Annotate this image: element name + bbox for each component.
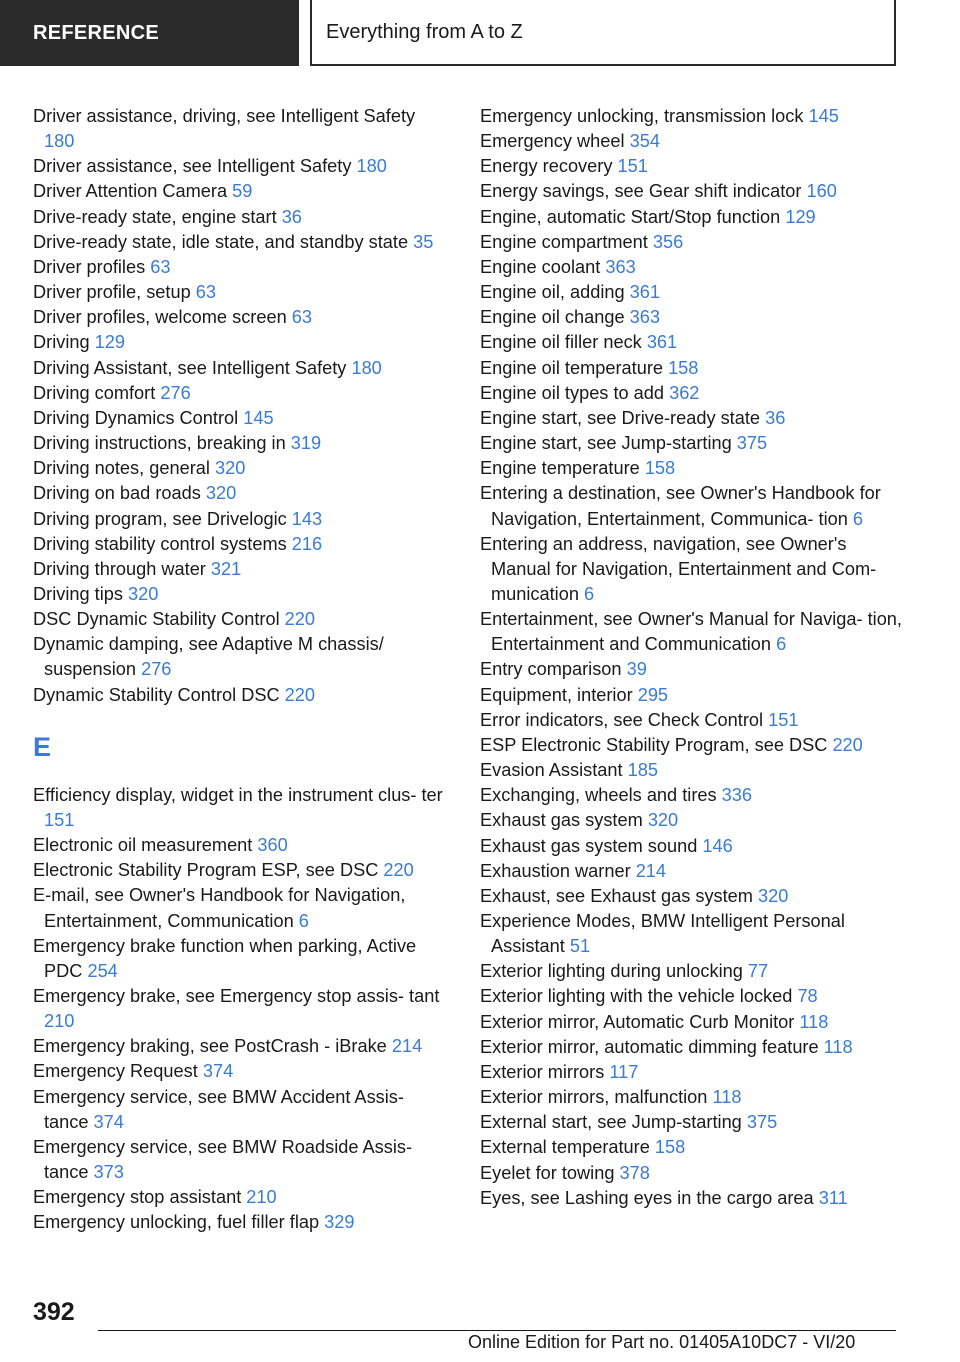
index-entry (33, 582, 445, 607)
page-reference-link[interactable]: 36 (765, 407, 786, 428)
page-reference-link[interactable]: 356 (652, 231, 684, 252)
page-reference-link[interactable]: 320 (647, 810, 679, 831)
index-entry (33, 230, 445, 255)
index-entry (480, 834, 905, 859)
page-reference-link[interactable]: 6 (584, 583, 595, 604)
page-reference-link[interactable]: 158 (644, 458, 676, 479)
index-entry-text: Entertainment, see Owner's Manual for Naviga‐ tion, Entertainment and Communication (480, 609, 902, 655)
page-reference-link[interactable]: 145 (243, 407, 274, 428)
page-reference-link[interactable]: 160 (806, 181, 837, 202)
index-entry (480, 1186, 905, 1211)
index-entry (33, 532, 445, 557)
index-entry-text: Engine oil filler neck (480, 332, 647, 353)
page-reference-link[interactable]: 214 (391, 1036, 423, 1057)
index-entry-text: Experience Modes, BMW Intelligent Personal Assistant (480, 911, 845, 957)
page-reference-link[interactable]: 329 (324, 1212, 355, 1233)
index-entry (33, 934, 445, 984)
index-entry-text: External temperature (480, 1137, 655, 1158)
index-entry (480, 230, 905, 255)
page-reference-link[interactable]: 320 (758, 885, 789, 906)
page-reference-link[interactable]: 51 (569, 936, 591, 957)
index-entry-text: Driving program, see Drivelogic (33, 508, 292, 529)
page-reference-link[interactable]: 360 (257, 835, 288, 856)
index-entry (480, 431, 905, 456)
index-entry (480, 481, 905, 531)
page-reference-link[interactable]: 374 (93, 1111, 124, 1132)
page-reference-link[interactable]: 6 (298, 910, 309, 931)
index-entry (480, 532, 905, 607)
index-entry-text: Emergency service, see BMW Roadside Assis‐ tance (33, 1136, 413, 1183)
index-entry-text: Efficiency display, widget in the instrument clus‐ ter (33, 784, 443, 805)
page-reference-link[interactable]: 78 (797, 986, 818, 1007)
index-entry-text: Error indicators, see Check Control (480, 709, 769, 730)
page-reference-link[interactable]: 6 (852, 508, 864, 529)
index-entry-text: Engine oil change (480, 307, 630, 328)
page-reference-link[interactable]: 145 (808, 106, 839, 126)
index-entry-text: Eyelet for towing (480, 1162, 620, 1183)
index-entry (480, 758, 905, 783)
index-entry (480, 683, 905, 708)
page-reference-link[interactable]: 375 (746, 1112, 778, 1133)
index-entry (33, 179, 445, 204)
index-entry-text: Driving (33, 332, 95, 353)
index-entry-text: Exterior lighting during unlocking (480, 961, 748, 982)
page-reference-link[interactable]: 158 (654, 1137, 686, 1158)
page-reference-link[interactable]: 320 (205, 483, 237, 504)
index-entry (480, 381, 905, 406)
index-entry (33, 280, 445, 305)
page-reference-link[interactable]: 63 (150, 256, 171, 277)
index-entry-text: Driver assistance, see Intelligent Safety (33, 156, 357, 177)
page-reference-link[interactable]: 354 (629, 131, 660, 152)
section-tab: REFERENCE (0, 0, 299, 66)
index-entry (480, 884, 905, 909)
page-reference-link[interactable]: 118 (823, 1036, 853, 1057)
page-reference-link[interactable]: 361 (629, 282, 661, 303)
page-reference-link[interactable]: 363 (629, 307, 661, 328)
index-entry-text: Driving Assistant, see Intelligent Safety (33, 357, 352, 378)
page-reference-link[interactable]: 129 (94, 332, 126, 353)
index-entry-text: Equipment, interior (480, 684, 638, 705)
index-entry (33, 481, 445, 506)
page-reference-link[interactable]: 216 (291, 533, 323, 554)
page-reference-link[interactable]: 311 (818, 1187, 848, 1208)
index-entry-text: Electronic Stability Program ESP, see DSC (33, 860, 384, 881)
index-entry-text: Emergency brake, see Emergency stop assis‐ tant (33, 986, 440, 1006)
index-entry-text: Engine compartment (480, 231, 653, 252)
index-entry (33, 330, 445, 355)
index-entry (480, 808, 905, 833)
index-entry (33, 783, 445, 833)
page-reference-link[interactable]: 185 (627, 760, 658, 781)
index-entry (33, 1059, 445, 1084)
index-entry-text: Driver Attention Camera (33, 181, 233, 202)
index-entry-text: Emergency unlocking, transmission lock (480, 106, 809, 126)
index-entry (480, 255, 905, 280)
page-reference-link[interactable]: 321 (210, 558, 242, 579)
index-entry-text: Exchanging, wheels and tires (480, 785, 722, 806)
index-entry-text: Drive-ready state, idle state, and standby state (33, 231, 414, 252)
index-entry (33, 255, 445, 280)
page-reference-link[interactable]: 118 (712, 1087, 742, 1108)
index-entry (33, 356, 445, 381)
index-entry (33, 984, 445, 1034)
page-reference-link[interactable]: 63 (195, 282, 216, 303)
page-reference-link[interactable]: 180 (356, 156, 387, 177)
index-entry-text: External start, see Jump-starting (480, 1112, 747, 1133)
index-entry-text: Entering a destination, see Owner's Handbook for Navigation, Entertainment, Communica‐ tion (480, 483, 881, 529)
index-entry-text: Emergency brake function when parking, Active PDC (33, 935, 417, 981)
index-entry-text: Engine oil types to add (480, 382, 670, 403)
page-reference-link[interactable]: 320 (214, 458, 246, 479)
page-reference-link[interactable]: 336 (721, 785, 752, 806)
index-entry (33, 1034, 445, 1059)
index-entry (33, 406, 445, 431)
index-entry (480, 959, 905, 984)
index-entry-text: Engine oil, adding (480, 282, 630, 303)
index-entry (33, 431, 445, 456)
index-entry (33, 507, 445, 532)
index-entry-text: Electronic oil measurement (33, 835, 258, 856)
page-header (0, 0, 960, 66)
index-entry (480, 406, 905, 431)
index-entry-text: Exhaust gas system (480, 810, 648, 831)
page-reference-link[interactable]: 363 (605, 256, 636, 277)
index-entry-text: Emergency wheel (480, 131, 630, 152)
index-entry (480, 179, 905, 204)
index-entry-text: Driving on bad roads (33, 483, 206, 504)
page-reference-link[interactable]: 320 (128, 583, 159, 604)
page-reference-link[interactable]: 373 (93, 1162, 124, 1183)
index-entry-text: Exhaustion warner (480, 860, 636, 881)
index-entry (33, 883, 445, 933)
index-entry (480, 1060, 905, 1085)
page-reference-link[interactable]: 151 (44, 809, 75, 830)
index-entry-text: Engine, automatic Start/Stop function (480, 206, 786, 227)
index-entry (480, 305, 905, 330)
index-entry-text: Driving comfort (33, 382, 161, 403)
index-entry (480, 909, 905, 959)
page-reference-link[interactable]: 295 (637, 684, 669, 705)
index-entry (480, 783, 905, 808)
index-entry (33, 104, 445, 154)
page-reference-link[interactable]: 220 (832, 734, 863, 755)
index-entry-text: Energy recovery (480, 156, 618, 177)
index-entry (33, 1210, 445, 1235)
index-entry (33, 557, 445, 582)
index-entry-text: Driver assistance, driving, see Intelligent Safety (33, 106, 416, 126)
footer-divider (98, 1330, 896, 1331)
index-letter-heading: E (33, 731, 52, 762)
page-reference-link[interactable]: 39 (626, 659, 647, 680)
index-entry-text: Eyes, see Lashing eyes in the cargo area (480, 1187, 819, 1208)
index-entry (33, 381, 445, 406)
index-entry-text: E-mail, see Owner's Handbook for Navigation, Entertainment, Communication (33, 885, 406, 931)
index-entry (480, 129, 905, 154)
index-entry-text: Exhaust gas system sound (480, 835, 703, 856)
page-reference-link[interactable]: 77 (747, 961, 769, 982)
index-entry (480, 607, 905, 657)
page-number: 392 (33, 1298, 75, 1326)
page-reference-link[interactable]: 254 (87, 960, 118, 981)
page-reference-link[interactable]: 319 (290, 433, 322, 454)
page-reference-link[interactable]: 362 (669, 382, 700, 403)
index-entry (480, 1110, 905, 1135)
index-entry (480, 104, 905, 129)
page-reference-link[interactable]: 361 (646, 332, 678, 353)
footer-edition: Online Edition for Part no. 01405A10DC7 - VI/20 (468, 1332, 856, 1352)
page-reference-link[interactable]: 118 (799, 1011, 829, 1032)
index-entry (480, 205, 905, 230)
index-entry-text: Engine start, see Drive-ready state (480, 407, 766, 428)
index-entry (480, 330, 905, 355)
index-entry (480, 1035, 905, 1060)
index-entry-text: Driver profiles (33, 256, 151, 277)
page-reference-link[interactable]: 210 (246, 1187, 277, 1208)
index-entry (480, 708, 905, 733)
index-entry-text: Driving stability control systems (33, 533, 292, 554)
index-entry-text: Emergency unlocking, fuel filler flap (33, 1212, 325, 1233)
index-entry-text: Dynamic Stability Control DSC (33, 684, 285, 705)
index-entry-text: Entry comparison (480, 659, 627, 680)
index-entry-text: Driving through water (33, 558, 211, 579)
page-reference-link[interactable]: 180 (351, 357, 382, 378)
index-entry (33, 632, 445, 682)
index-entry-text: Engine temperature (480, 458, 645, 479)
index-entry-text: Driver profiles, welcome screen (33, 307, 292, 328)
index-entry (33, 1185, 445, 1210)
page-reference-link[interactable]: 180 (44, 131, 75, 152)
index-entry-text: Engine start, see Jump-starting (480, 433, 737, 454)
page-reference-link[interactable]: 210 (44, 1011, 75, 1032)
index-entry (33, 305, 445, 330)
page-reference-link[interactable]: 129 (785, 206, 816, 227)
index-entry-text: Driving tips (33, 583, 129, 604)
index-entry-text: Exterior lighting with the vehicle locked (480, 986, 798, 1007)
index-entry-text: Driver profile, setup (33, 282, 196, 303)
index-entry (480, 456, 905, 481)
index-entry (33, 833, 445, 858)
index-entry (480, 1085, 905, 1110)
index-entry-text: Entering an address, navigation, see Owner's Manual for Navigation, Entertainment and Com‐ munication (480, 533, 877, 604)
index-entry-text: Driving Dynamics Control (33, 407, 244, 428)
index-entry (480, 1010, 905, 1035)
index-entry (480, 859, 905, 884)
index-entry-text: Emergency braking, see PostCrash - iBrake (33, 1036, 392, 1057)
page-reference-link[interactable]: 143 (291, 508, 323, 529)
index-entry (33, 1085, 445, 1135)
index-entry-text: Evasion Assistant (480, 760, 628, 781)
page-reference-link[interactable]: 276 (160, 382, 191, 403)
page-reference-link[interactable]: 59 (232, 181, 253, 202)
index-entry (480, 733, 905, 758)
index-entry-text: Emergency service, see BMW Accident Assis‐ tance (33, 1086, 404, 1132)
index-entry (33, 683, 445, 708)
page-reference-link[interactable]: 220 (383, 860, 414, 881)
index-entry (480, 1161, 905, 1186)
page-reference-link[interactable]: 117 (609, 1061, 639, 1082)
page-reference-link[interactable]: 374 (202, 1061, 234, 1082)
index-entry-text: Driving notes, general (33, 458, 215, 479)
header-title: Everything from A to Z (310, 0, 896, 66)
index-entry-text: Exterior mirrors, malfunction (480, 1087, 713, 1108)
index-entry (33, 858, 445, 883)
index-entry (480, 984, 905, 1009)
page-reference-link[interactable]: 63 (291, 307, 312, 328)
page-reference-link[interactable]: 35 (413, 231, 434, 252)
index-entry-text: Energy savings, see Gear shift indicator (480, 181, 807, 202)
index-entry-text: Driving instructions, breaking in (33, 433, 291, 454)
page-reference-link[interactable]: 276 (141, 659, 172, 680)
page-reference-link[interactable]: 220 (284, 684, 316, 705)
index-entry-text: Exhaust, see Exhaust gas system (480, 885, 758, 906)
index-entry (480, 657, 905, 682)
index-entry-text: Exterior mirror, automatic dimming feature (480, 1036, 824, 1057)
index-entry-text: DSC Dynamic Stability Control (33, 609, 285, 630)
page-reference-link[interactable]: 146 (702, 835, 733, 856)
page-reference-link[interactable]: 214 (635, 860, 667, 881)
index-entry-text: Emergency Request (33, 1061, 203, 1082)
page-reference-link[interactable]: 151 (617, 156, 648, 177)
index-entry (33, 205, 445, 230)
page-reference-link[interactable]: 158 (668, 357, 699, 378)
index-entry (33, 456, 445, 481)
index-entry-text: Emergency stop assistant (33, 1187, 247, 1208)
index-entry-text: Exterior mirrors (480, 1061, 610, 1082)
index-entry (33, 1135, 445, 1185)
index-entry (480, 1135, 905, 1160)
index-entry-text: Drive-ready state, engine start (33, 206, 282, 227)
index-entry (480, 280, 905, 305)
page-reference-link[interactable]: 375 (736, 433, 768, 454)
index-entry (33, 154, 445, 179)
page-reference-link[interactable]: 36 (281, 206, 302, 227)
index-entry (480, 356, 905, 381)
page-reference-link[interactable]: 378 (619, 1162, 650, 1183)
index-entry (480, 154, 905, 179)
index-entry-text: Exterior mirror, Automatic Curb Monitor (480, 1011, 800, 1032)
index-entry-text: Engine oil temperature (480, 357, 669, 378)
page-reference-link[interactable]: 220 (284, 609, 316, 630)
index-entry-text: Dynamic damping, see Adaptive M chassis/ suspension (33, 634, 384, 680)
page-reference-link[interactable]: 151 (768, 709, 799, 730)
index-entry-text: Engine coolant (480, 256, 606, 277)
page-reference-link[interactable]: 6 (776, 634, 787, 655)
index-column-left (33, 104, 445, 1236)
index-entry-text: ESP Electronic Stability Program, see DSC (480, 734, 833, 755)
index-column-right (480, 104, 905, 1211)
index-entry (33, 607, 445, 632)
